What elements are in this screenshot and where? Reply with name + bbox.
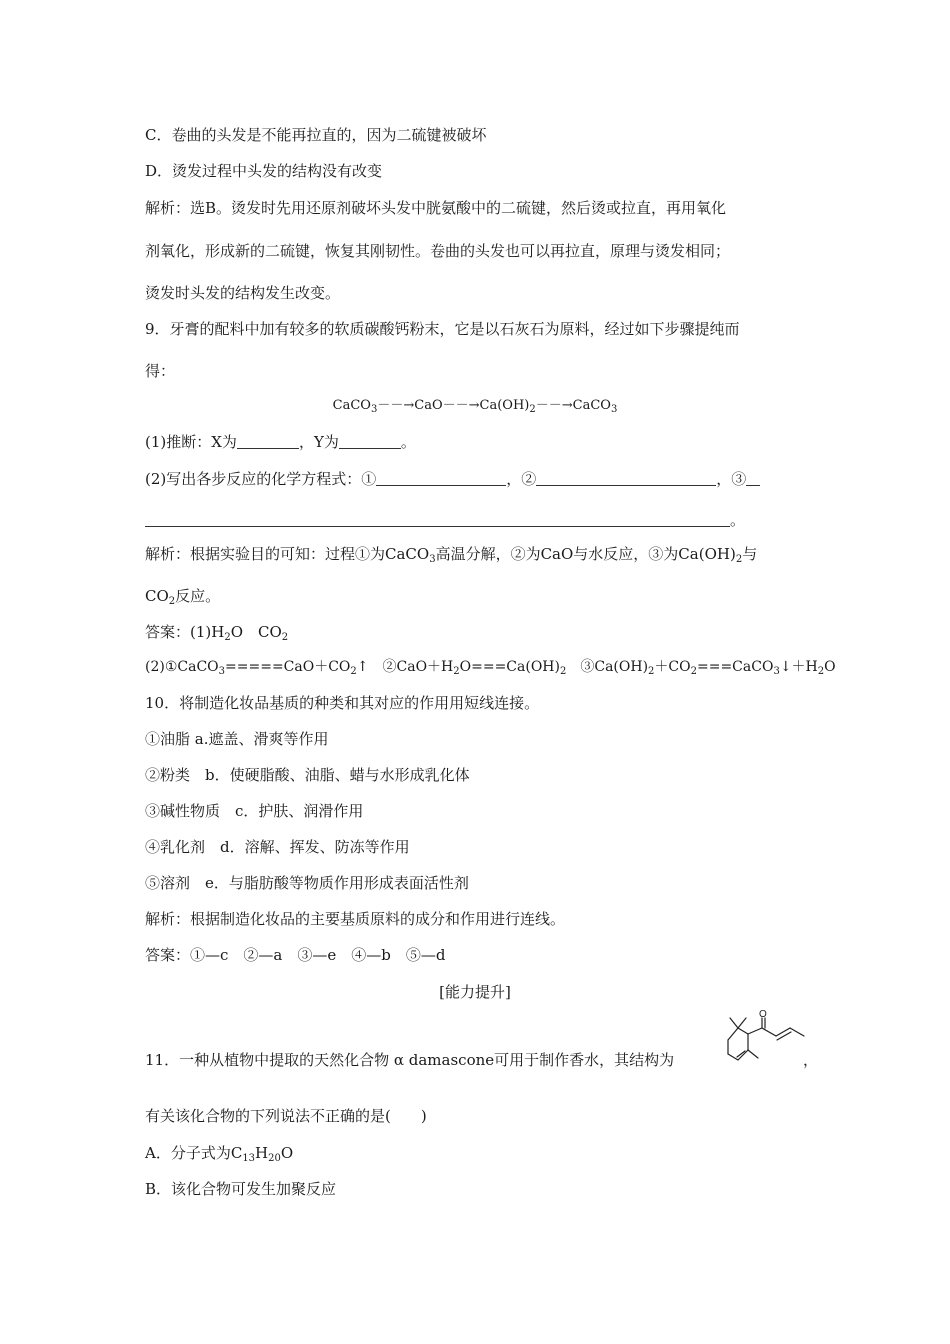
text: CO <box>145 587 169 605</box>
flow-caoh2: Ca(OH) <box>479 398 530 413</box>
sub: 3 <box>773 666 780 677</box>
text: O <box>824 659 836 675</box>
q9-part1-text: (1)推断：X为 <box>145 433 237 451</box>
flow-sub: 2 <box>529 404 536 415</box>
q11-stem-line2: 有关该化合物的下列说法不正确的是( ) <box>145 1107 427 1125</box>
answer-blank-eq3[interactable] <box>746 471 760 486</box>
answer-blank-eq2[interactable] <box>536 471 716 486</box>
q8-option-c: C．卷曲的头发是不能再拉直的，因为二硫键被破坏 <box>145 126 487 144</box>
sub: 2 <box>224 632 231 643</box>
sub: 2 <box>453 666 460 677</box>
q9-answer-part1 <box>145 622 288 642</box>
q10-item: ③碱性物质 c．护肤、润滑作用 <box>145 802 364 820</box>
text: H <box>255 1144 269 1162</box>
q10-stem: 10．将制造化妆品基质的种类和其对应的作用用短线连接。 <box>145 694 540 712</box>
q9-part2 <box>145 469 760 489</box>
text: 与 <box>742 545 758 563</box>
flow-arrow-2: －－→ <box>442 398 480 413</box>
text: ↑ ②CaO＋H <box>356 659 454 675</box>
sub: 2 <box>559 666 567 677</box>
flow-caco3: CaCO <box>332 398 371 413</box>
oxygen-atom-label: O <box>759 1010 767 1020</box>
q10-analysis: 解析：根据制造化妆品的主要基质原料的成分和作用进行连线。 <box>145 910 566 928</box>
text: (2)①CaCO <box>145 659 219 675</box>
answer-blank-eq1[interactable] <box>376 471 506 486</box>
q9-part1 <box>145 432 416 452</box>
alpha-damascone-structure <box>716 1010 811 1072</box>
q10-item: ⑤溶剂 e．与脂肪酸等物质作用形成表面活性剂 <box>145 874 469 892</box>
q8-analysis-line1: 解析：选B。烫发时先用还原剂破坏头发中胱氨酸中的二硫键，然后烫或拉直，再用氧化 <box>145 199 727 217</box>
q9-stem-line2: 得： <box>145 362 176 380</box>
q9-part2-text: (2)写出各步反应的化学方程式：① <box>145 470 377 488</box>
q9-analysis-line2 <box>145 586 220 606</box>
flow-caco3-final: CaCO <box>572 398 611 413</box>
q9-part2-text: ，② <box>506 470 537 488</box>
sub: 2 <box>168 596 176 607</box>
q11-option-b: B．该化合物可发生加聚反应 <box>145 1180 337 1198</box>
q9-part2-text: ，③ <box>716 470 747 488</box>
q9-analysis-line1 <box>145 544 757 564</box>
flow-sub: 3 <box>610 404 618 415</box>
q9-part2-continued <box>145 510 745 530</box>
q10-item: ②粉类 b．使硬脂酸、油脂、蜡与水形成乳化体 <box>145 766 470 784</box>
answer-blank-eq3-cont[interactable] <box>145 512 730 527</box>
sub: 2 <box>648 666 655 677</box>
text: =====CaO＋CO <box>225 659 351 675</box>
text: 答案：(1)H <box>145 623 225 641</box>
text: ↓＋H <box>779 659 818 675</box>
sub: 3 <box>429 554 436 565</box>
text: ＋CO <box>654 659 691 675</box>
flow-arrow-3: －－→ <box>535 398 573 413</box>
sub: 2 <box>817 666 825 677</box>
q9-answer-part2 <box>145 657 836 677</box>
text: 反应。 <box>175 587 221 605</box>
flow-cao: CaO <box>414 398 443 413</box>
flow-arrow-1: －－→ <box>377 398 415 413</box>
q9-part1-text: 。 <box>400 433 416 451</box>
text: O <box>280 1144 294 1162</box>
sub: 3 <box>218 666 226 677</box>
text: O CO <box>230 623 282 641</box>
q9-part1-text: ，Y为 <box>298 433 339 451</box>
q10-item: ①油脂 a.遮盖、滑爽等作用 <box>145 730 329 748</box>
q11-stem-line1: 11．一种从植物中提取的天然化合物 α damascone可用于制作香水，其结构为 <box>145 1051 675 1069</box>
flow-sub: 3 <box>370 404 378 415</box>
answer-blank-y[interactable] <box>339 434 401 449</box>
q9-stem-line1: 9．牙膏的配料中加有较多的软质碳酸钙粉末，它是以石灰石为原料，经过如下步骤提纯而 <box>145 320 740 338</box>
q10-item: ④乳化剂 d．溶解、挥发、防冻等作用 <box>145 838 410 856</box>
sub: 13 <box>242 1153 256 1164</box>
sub: 2 <box>350 666 357 677</box>
text: A．分子式为C <box>145 1144 243 1162</box>
text: ③Ca(OH) <box>566 659 649 675</box>
q9-reaction-flow <box>0 396 950 416</box>
text: 解析：根据实验目的可知：过程①为CaCO <box>145 545 430 563</box>
q11-option-a <box>145 1143 293 1163</box>
q8-analysis-line3: 烫发时头发的结构发生改变。 <box>145 284 341 302</box>
sub: 2 <box>690 666 697 677</box>
text: 高温分解，②为CaO与水反应，③为Ca(OH) <box>435 545 736 563</box>
q10-answer: 答案：①—c ②—a ③—e ④—b ⑤—d <box>145 946 446 964</box>
text: O===Ca(OH) <box>459 659 560 675</box>
q8-option-d: D．烫发过程中头发的结构没有改变 <box>145 162 383 180</box>
q11-stem-comma: ， <box>803 1051 819 1069</box>
sub: 20 <box>268 1153 281 1164</box>
sub: 2 <box>735 554 743 565</box>
section-heading: [能力提升] <box>439 983 511 1001</box>
sub: 2 <box>281 632 289 643</box>
q8-analysis-line2: 剂氧化，形成新的二硫键，恢复其刚韧性。卷曲的头发也可以再拉直，原理与烫发相同； <box>145 242 731 260</box>
q9-part2-end: 。 <box>730 511 746 529</box>
text: ===CaCO <box>696 659 774 675</box>
answer-blank-x[interactable] <box>237 434 299 449</box>
